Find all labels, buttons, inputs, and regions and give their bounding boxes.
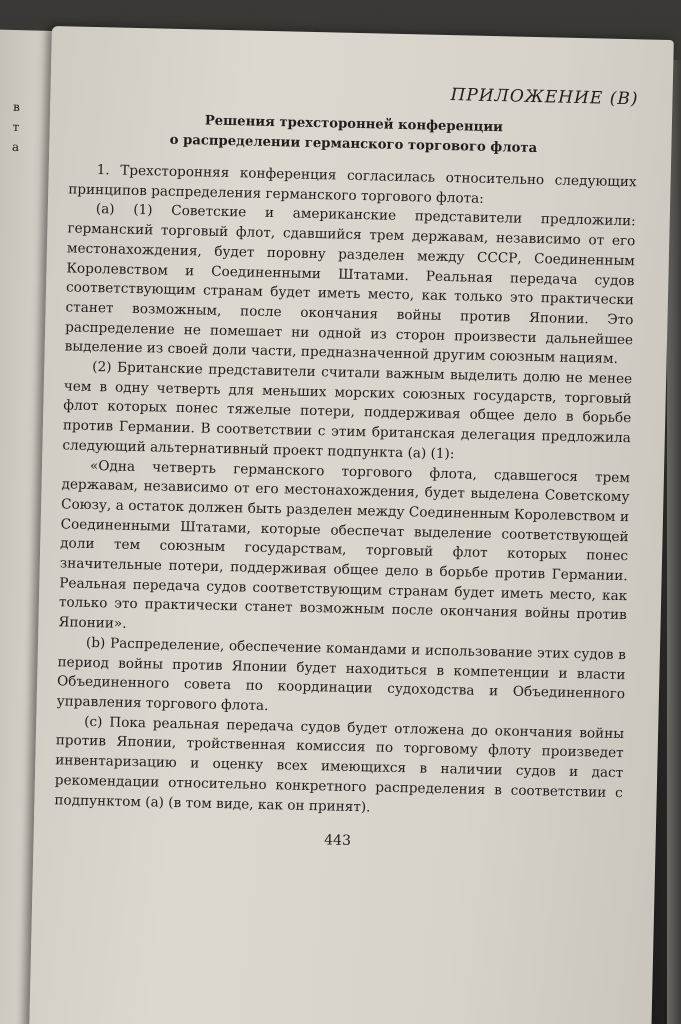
document-title — [69, 108, 638, 161]
paragraph: (а) (1) Советские и американские представители предложили: германский торговый флот, сдавшийся трем державам, независимо от его местонахождения, будет поровну разделен между СССР, Соединенным Королевством и Соединенными Штатами. Реальная передача судов соответствующим странам будет иметь место, как только это практически станет возможным, после окончания войны против Японии. Это распределение не помешает ни одной из сторон произвести дальнейшее выделение из своей доли части, предназначенной другим союзным нациям. — [64, 201, 636, 368]
book-page — [29, 26, 674, 1024]
left-page-fragment: в — [12, 99, 21, 115]
paragraph: (b) Распределение, обеспечение командами и использование этих судов в период войны против Японии будет находиться в компетенции и власти Объединенного совета по координации судоходства и Объединенного управления торгового флота. — [56, 634, 627, 715]
paragraph: (2) Британские представители считали важным выделить долю не менее чем в одну четверть для меньших морских союзных государств, торговый флот которых понес тяжелые потери, поддерживая общее дело в борьбе против Германии. В соответствии с этим британская делегация предложила следующий альтернативный проект подпункта (а) (1): — [62, 359, 633, 463]
title-line: о распределении германского торгового флота — [169, 132, 538, 157]
title-line: Решения трехсторонней конференции — [204, 113, 504, 136]
page-content — [53, 76, 638, 855]
left-page-fragment: т — [12, 119, 20, 135]
quoted-paragraph: «Одна четверть германского торгового флота, сдавшегося трем державам, независимо от его местонахождения, будет выделена Советскому Союзу, а остаток должен быть разделен между Соединенным Королевством и Соединенными Штатами, которые обеспечат выделение соответствующей доли тем союзным государствам, торговый флот которых понес значительные потери, поддерживая общее дело в борьбе против Германии. Реальная передача судов соответствующим странам будет иметь место, как только это практически станет возможным после окончания войны против Японии». — [58, 457, 631, 633]
page-number: 443 — [324, 832, 352, 850]
paragraph: 1. Трехсторонняя конференция согласилась относительно следующих принципов распределения германского торгового флота: — [68, 162, 637, 207]
left-page-fragment: а — [11, 139, 20, 155]
document-body — [54, 160, 637, 823]
appendix-heading: ПРИЛОЖЕНИЕ (В) — [450, 85, 639, 110]
paragraph: (c) Пока реальная передача судов будет отложена до окончания войны против Японии, тройственная комиссия по торговому флоту произведет инвентаризацию и оценку всех имеющихся в наличии судов и даст рекомендации относительно конкретного распределения в соответствии с подпунктом (а) (в том виде, как он принят). — [54, 713, 625, 815]
